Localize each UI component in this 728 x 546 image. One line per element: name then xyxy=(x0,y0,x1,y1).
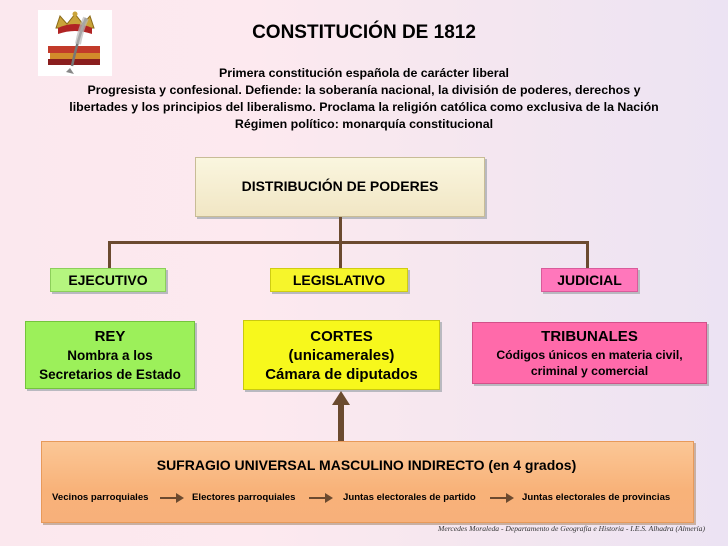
legislative-box xyxy=(243,320,440,390)
executive-line-2: Secretarios de Estado xyxy=(39,366,181,382)
legislative-line-2: Cámara de diputados xyxy=(265,365,418,383)
legislative-title: CORTES xyxy=(310,327,373,345)
executive-title: REY xyxy=(94,327,126,345)
arrow-right-icon xyxy=(490,493,514,503)
constitution-description xyxy=(0,65,728,133)
suffrage-step-2: Electores parroquiales xyxy=(192,492,296,503)
subtitle-line-2: Progresista y confesional. Defiende: la soberanía nacional, la división de poderes, derechos y xyxy=(87,83,641,97)
suffrage-box xyxy=(41,441,694,523)
judicial-line-2: criminal y comercial xyxy=(530,364,649,378)
executive-box xyxy=(25,321,195,389)
executive-label: EJECUTIVO xyxy=(50,268,166,292)
legislative-label: LEGISLATIVO xyxy=(270,268,408,292)
subtitle-line-1: Primera constitución española de carácter liberal xyxy=(219,66,509,80)
judicial-label: JUDICIAL xyxy=(541,268,638,292)
executive-line-1: Nombra a los xyxy=(67,347,153,363)
distribution-of-powers-box: DISTRIBUCIÓN DE PODERES xyxy=(195,157,485,217)
page-title: CONSTITUCIÓN DE 1812 xyxy=(252,22,476,43)
subtitle-line-3: libertades y los principios del liberalismo. Proclama la religión católica como exclusiva de la Nación xyxy=(69,100,659,114)
suffrage-step-4: Juntas electorales de provincias xyxy=(522,492,671,503)
connector-horizontal xyxy=(108,241,588,244)
judicial-box xyxy=(472,322,707,384)
subtitle-line-4: Régimen político: monarquía constitucional xyxy=(234,117,494,131)
suffrage-step-1: Vecinos parroquiales xyxy=(52,492,149,503)
suffrage-title: SUFRAGIO UNIVERSAL MASCULINO INDIRECTO (en 4 grados) xyxy=(156,457,577,473)
connector-legislative xyxy=(339,241,342,268)
judicial-title: TRIBUNALES xyxy=(541,328,638,345)
legislative-line-1: (unicamerales) xyxy=(288,346,395,364)
judicial-line-1: Códigos únicos en materia civil, xyxy=(496,348,683,362)
connector-vertical-top xyxy=(339,217,342,242)
arrow-right-icon xyxy=(309,493,333,503)
connector-executive xyxy=(108,241,111,268)
connector-judicial xyxy=(586,241,589,268)
arrow-right-icon xyxy=(160,493,184,503)
author-credit: Mercedes Moraleda - Departamento de Geografía e Historia - I.E.S. Alhadra (Almería) xyxy=(438,524,705,533)
arrow-up-icon xyxy=(331,391,351,443)
suffrage-step-3: Juntas electorales de partido xyxy=(343,492,476,503)
